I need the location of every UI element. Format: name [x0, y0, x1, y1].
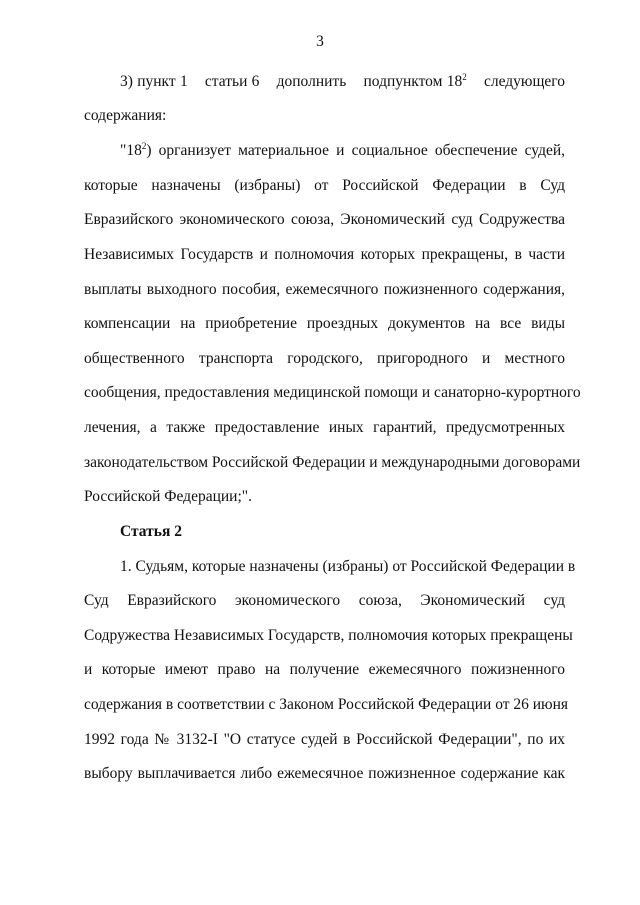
- paragraph-line: 1. Судьям, которые назначены (избраны) от Российской Федерации в: [120, 558, 576, 575]
- superscript: 2: [141, 141, 147, 151]
- law-reference: 1992 года № 3132-I: [84, 731, 218, 748]
- paragraph-line: выплаты выходного пособия, ежемесячного пожизненного содержания,: [84, 281, 565, 298]
- paragraph-text: 3) пункт 1 статьи 6 дополнить подпунктом 18: [120, 73, 463, 90]
- paragraph-line: общественного транспорта городского, пригородного и местного: [84, 350, 565, 367]
- superscript: 2: [462, 72, 467, 82]
- paragraph-line: содержания в соответствии с Законом Российской Федерации от 26 июня: [84, 696, 569, 713]
- paragraph-line: Независимых Государств и полномочия которых прекращены, в части: [84, 246, 565, 263]
- paragraph-line: [84, 730, 565, 750]
- paragraph-line: [120, 141, 565, 161]
- article-heading: Статья 2: [120, 523, 182, 540]
- paragraph-line: сообщения, предоставления медицинской помощи и санаторно-курортного: [84, 384, 581, 401]
- paragraph-line: лечения, а также предоставление иных гарантий, предусмотренных: [84, 419, 565, 436]
- paragraph-text: ) организует материальное и социальное обеспечение судей,: [146, 142, 565, 159]
- quote-open: "18: [120, 142, 142, 159]
- paragraph-line: Российской Федерации;".: [84, 488, 252, 505]
- paragraph-line: законодательством Российской Федерации и международными договорами: [84, 454, 581, 471]
- paragraph-line: которые назначены (избраны) от Российской Федерации в Суд: [84, 177, 565, 194]
- paragraph-line: выбору выплачивается либо ежемесячное пожизненное содержание как: [84, 765, 565, 782]
- paragraph-text: следующего: [466, 73, 565, 90]
- paragraph-line: [120, 72, 565, 92]
- paragraph-text: "О статусе судей в Российской Федерации", по их: [223, 731, 566, 748]
- paragraph-line: содержания:: [84, 107, 167, 124]
- page-number: 3: [316, 33, 324, 50]
- paragraph-line: и которые имеют право на получение ежемесячного пожизненного: [84, 661, 565, 678]
- paragraph-line: Содружества Независимых Государств, полномочия которых прекращены: [84, 627, 573, 644]
- paragraph-line: Суд Евразийского экономического союза, Экономический суд: [84, 592, 565, 609]
- paragraph-line: компенсации на приобретение проездных документов на все виды: [84, 315, 565, 332]
- paragraph-line: Евразийского экономического союза, Экономический суд Содружества: [84, 211, 565, 228]
